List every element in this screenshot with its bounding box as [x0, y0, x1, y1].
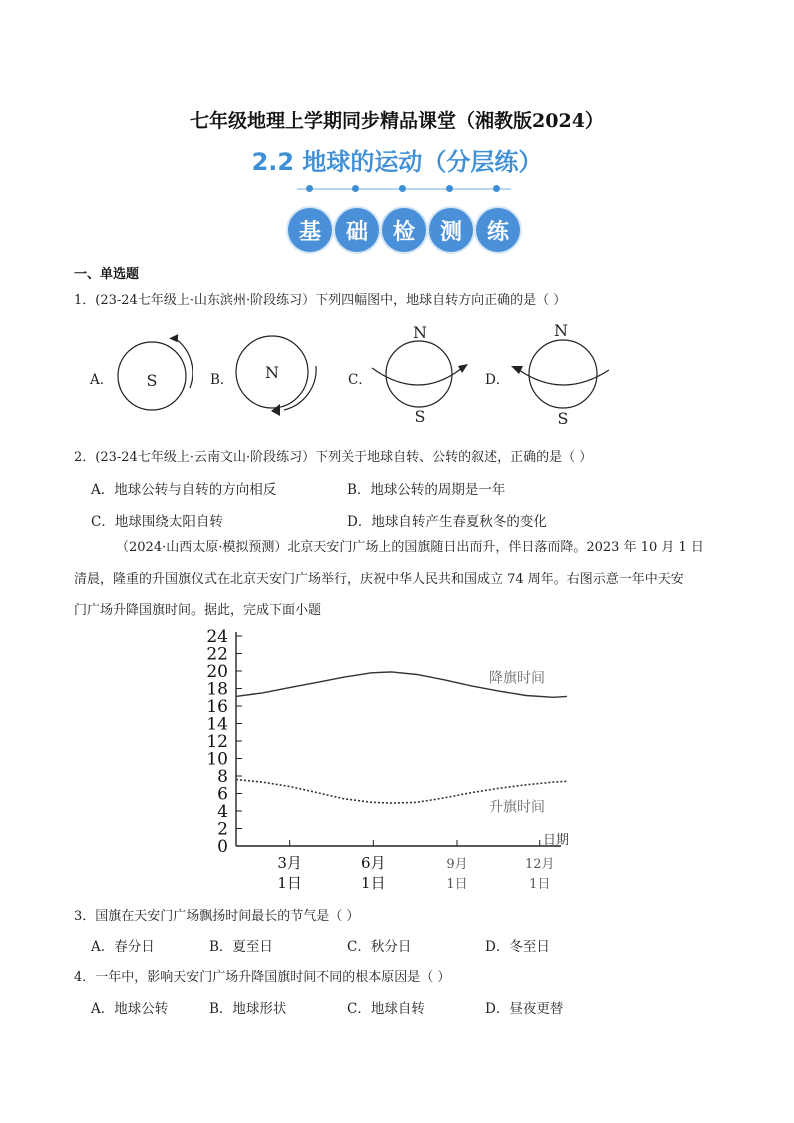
q1-option-b-diagram — [226, 330, 326, 420]
x-tick-month: 12月 — [524, 857, 555, 872]
y-tick-label: 6 — [217, 784, 228, 805]
x-tick-month: 3月 — [277, 854, 302, 872]
divider-dot — [493, 185, 500, 192]
section-heading: 一、单选题 — [74, 267, 140, 282]
chart-x-ticks — [277, 840, 554, 892]
x-tick-month: 6月 — [361, 854, 386, 872]
x-axis-label: 日期 — [543, 833, 570, 848]
y-tick-label: 16 — [206, 697, 228, 717]
x-tick-month: 9月 — [446, 857, 468, 872]
divider-dot — [306, 185, 313, 192]
q3-option-a: A．春分日 — [91, 939, 155, 955]
q1-c-north-label: N — [413, 323, 427, 342]
y-tick-label: 4 — [217, 802, 228, 822]
badge-4: 测 — [429, 208, 473, 252]
chart-axes — [236, 632, 569, 848]
q1-option-d-diagram — [503, 316, 615, 428]
q1-d-south-label: S — [557, 409, 569, 428]
material-line-2: 清晨，隆重的升国旗仪式在北京天安门广场举行，庆祝中华人民共和国成立 74 周年。右图示意一年中天安 — [74, 572, 684, 587]
q1-a-pole-label: S — [146, 371, 158, 390]
divider-dot — [446, 185, 453, 192]
q1-c-south-label: S — [414, 407, 426, 426]
q4-option-b: B．地球形状 — [209, 1001, 287, 1017]
q2-option-c: C．地球围绕太阳自转 — [91, 514, 223, 530]
document-title: 七年级地理上学期同步精品课堂（湘教版2024） — [190, 110, 604, 132]
badge-1: 基 — [288, 208, 332, 252]
flag-time-chart — [195, 620, 595, 895]
y-tick-label: 14 — [206, 714, 228, 735]
q4-option-a: A．地球公转 — [91, 1001, 169, 1017]
q1-option-a-diagram — [108, 330, 193, 415]
q2-option-d: D．地球自转产生春夏秋冬的变化 — [347, 514, 547, 530]
q1-option-c-diagram — [364, 316, 474, 428]
q1-option-a-label: A． — [90, 372, 114, 388]
y-tick-label: 18 — [206, 679, 228, 700]
x-tick-day: 1日 — [446, 877, 468, 892]
y-tick-label: 24 — [206, 627, 228, 647]
series-label: 升旗时间 — [489, 799, 545, 816]
badge-5: 练 — [476, 208, 520, 252]
y-tick-label: 10 — [206, 749, 228, 770]
y-tick-label: 12 — [206, 732, 228, 752]
series-label: 降旗时间 — [489, 670, 545, 687]
y-tick-label: 22 — [206, 644, 228, 665]
divider-dot — [399, 185, 406, 192]
divider-dot — [352, 185, 359, 192]
q3-option-b: B．夏至日 — [209, 939, 273, 955]
question-2-stem: 2．(23-24七年级上·云南文山·阶段练习）下列关于地球自转、公转的叙述，正确的是（ ） — [74, 450, 593, 465]
q2-option-b: B．地球公转的周期是一年 — [347, 482, 506, 498]
q4-option-d: D．昼夜更替 — [485, 1001, 564, 1017]
q4-option-c: C．地球自转 — [347, 1001, 425, 1017]
x-tick-day: 1日 — [361, 874, 386, 892]
badge-2: 础 — [335, 208, 379, 252]
y-tick-label: 8 — [217, 767, 228, 787]
y-tick-label: 2 — [217, 819, 228, 840]
material-line-1: （2024·山西太原·模拟预测）北京天安门广场上的国旗随日出而升，伴日落而降。2023 年 10 月 1 日 — [116, 540, 704, 555]
q1-b-pole-label: N — [265, 363, 279, 382]
chart-series — [236, 670, 567, 815]
badge-3: 检 — [382, 208, 426, 252]
question-3-stem: 3．国旗在天安门广场飘扬时间最长的节气是（ ） — [74, 909, 360, 924]
material-line-3: 门广场升降国旗时间。据此，完成下面小题 — [74, 603, 322, 618]
q1-d-north-label: N — [554, 321, 568, 340]
x-tick-day: 1日 — [529, 877, 551, 892]
q1-option-c-label: C． — [348, 372, 372, 388]
question-4-stem: 4．一年中，影响天安门广场升降国旗时间不同的根本原因是（ ） — [74, 970, 451, 985]
y-tick-label: 20 — [206, 662, 228, 682]
q3-option-c: C．秋分日 — [347, 939, 412, 955]
q1-option-b-label: B． — [210, 372, 234, 388]
question-1-stem: 1．(23-24七年级上·山东滨州·阶段练习）下列四幅图中，地球自转方向正确的是（ ） — [74, 293, 567, 308]
q2-option-a: A．地球公转与自转的方向相反 — [91, 482, 277, 498]
q3-option-d: D．冬至日 — [485, 939, 550, 955]
x-tick-day: 1日 — [277, 874, 302, 892]
y-tick-label: 0 — [217, 837, 228, 857]
q1-option-d-label: D． — [485, 372, 510, 388]
lesson-title: 2.2 地球的运动（分层练） — [251, 148, 543, 176]
